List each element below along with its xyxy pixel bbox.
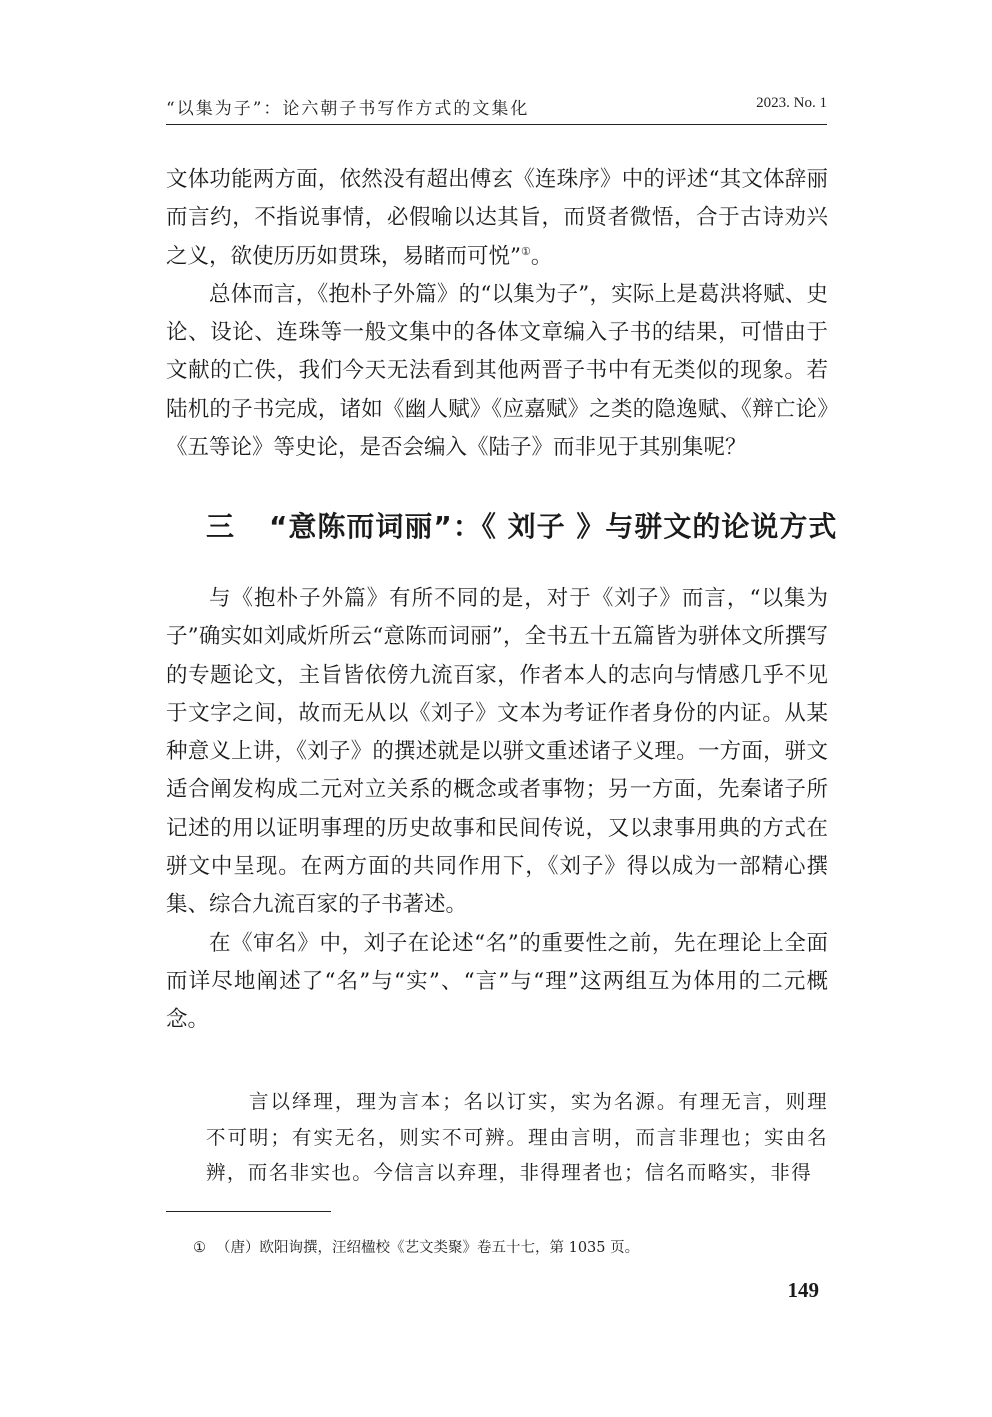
body-text-before-section: [166, 161, 828, 467]
footnote-reference[interactable]: ①: [521, 244, 531, 258]
issue-number: 2023. No. 1: [756, 95, 827, 111]
paragraph: [166, 161, 828, 276]
quote-text: 言以绎理，理为言本；名以订实，实为名源。有理无言，则理不可明；有实无名，则实不可辨。理由言明，而言非理也；实由名辨，而名非实也。今信言以弃理，非得理者也；信名而略实，非得: [206, 1090, 828, 1184]
footnote-mark: ①: [193, 1240, 206, 1256]
section-heading: [206, 505, 837, 545]
footnote-divider: [166, 1211, 331, 1212]
footnote: [193, 1236, 639, 1257]
running-header: [166, 94, 827, 125]
paragraph-tail: 。: [530, 243, 553, 269]
block-quote: [206, 1084, 828, 1191]
footnote-text: （唐）欧阳询撰，汪绍楹校《艺文类聚》卷五十七，第 1035 页。: [216, 1240, 640, 1256]
paragraph: 在《审名》中，刘子在论述“名”的重要性之前，先在理论上全面而详尽地阐述了“名”与“实”、“言”与“理”这两组互为体用的二元概念。: [166, 930, 828, 1033]
section-number: 三: [206, 510, 236, 543]
paragraph-text: 文体功能两方面，依然没有超出傅玄《连珠序》中的评述“其文体辞丽而言约，不指说事情，必假喻以达其旨，而贤者微悟，合于古诗劝兴之义，欲使历历如贯珠，易睹而可悦”: [166, 167, 828, 269]
body-text-after-section: [166, 580, 828, 1040]
section-title: “意陈而词丽”：《 刘子 》与骈文的论说方式: [269, 510, 838, 543]
running-title: “以集为子”：论六朝子书写作方式的文集化: [166, 99, 530, 119]
page-number: 149: [787, 1278, 819, 1302]
paragraph: 与《抱朴子外篇》有所不同的是，对于《刘子》而言，“以集为子”确实如刘咸炘所云“意陈而词丽”，全书五十五篇皆为骈体文所撰写的专题论文，主旨皆依傍九流百家，作者本人的志向与情感几乎不见于文字之间，故而无从以《刘子》文本为考证作者身份的内证。从某种意义上讲，《刘子》的撰述就是以骈文重述诸子义理。一方面，骈文适合阐发构成二元对立关系的概念或者事物；另一方面，先秦诸子所记述的用以证明事理的历史故事和民间传说，又以隶事用典的方式在骈文中呈现。在两方面的共同作用下，《刘子》得以成为一部精心撰集、综合九流百家的子书著述。: [166, 586, 828, 918]
paragraph: 总体而言，《抱朴子外篇》的“以集为子”，实际上是葛洪将赋、史论、设论、连珠等一般文集中的各体文章编入子书的结果，可惜由于文献的亡佚，我们今天无法看到其他两晋子书中有无类似的现象。若陆机的子书完成，诸如《幽人赋》《应嘉赋》之类的隐逸赋、《辩亡论》《五等论》等史论，是否会编入《陆子》而非见于其别集呢？: [166, 281, 828, 461]
